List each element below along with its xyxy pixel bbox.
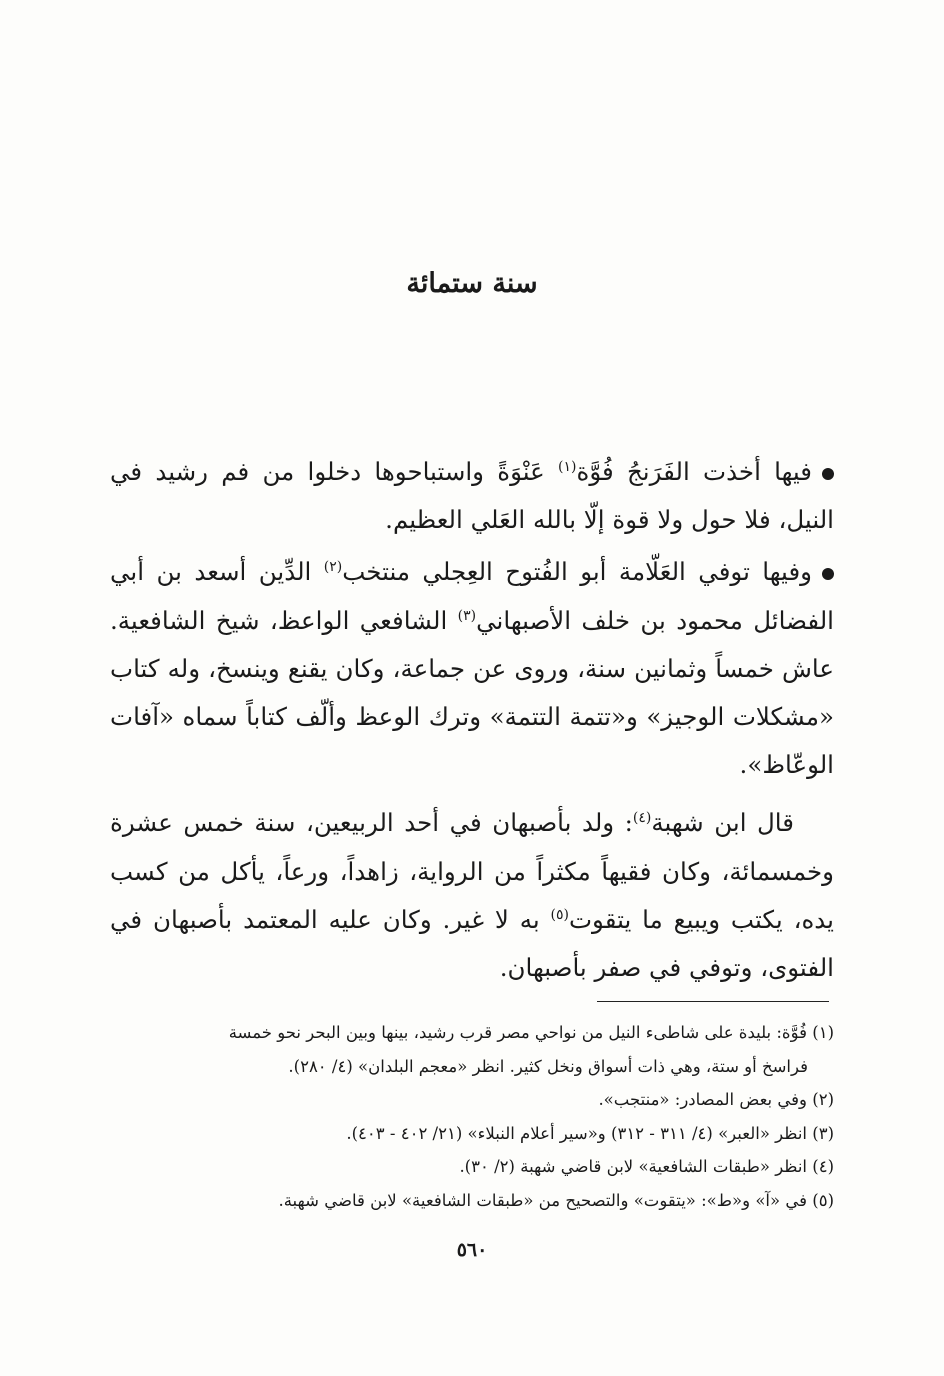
footnote-reference: (٣) bbox=[457, 607, 477, 624]
footnote-number: (٤) bbox=[812, 1157, 834, 1176]
footnote-text: انظر «طبقات الشافعية» لابن قاضي شهبة (٢/ ٣٠). bbox=[459, 1157, 813, 1176]
footnote-number: (٣) bbox=[812, 1123, 834, 1143]
paragraph-text: به لا غير. وكان عليه المعتمد بأصبهان في الفتوى، وتوفي في صفر بأصبهان. bbox=[110, 904, 834, 983]
paragraph-text: عَنْوَةً واستباحوها دخلوا من فم رشيد في النيل، فلا حول ولا قوة إلّا بالله العَلي العظيم. bbox=[110, 457, 834, 535]
paragraph-1 bbox=[110, 448, 834, 544]
footnote-text: فراسخ أو ستة، وهي ذات أسواق ونخل كثير. انظر «معجم البلدان» (٤/ ٢٨٠). bbox=[288, 1056, 808, 1076]
paragraph-text: الدِّين أسعد بن أبي الفضائل محمود بن خلف الأصبهاني bbox=[110, 557, 834, 635]
footnote-3 bbox=[118, 1117, 834, 1151]
paragraph-text: الشافعي الواعظ، شيخ الشافعية. عاش خمساً وثمانين سنة، وروى عن جماعة، وكان يقنع وينسخ، وله كتاب «مشكلات الوجيز» و«تتمة التتمة» وترك الوعظ وألّف كتاباً سماه «آفات الوعّاظ». bbox=[110, 605, 834, 780]
footnote-text: فُوَّة: بليدة على شاطىء النيل من نواحي مصر قرب رشيد، بينها وبين البحر نحو خمسة bbox=[228, 1023, 813, 1042]
footnote-text: في «آ» و«ط»: «يتقوت» والتصحيح من «طبقات الشافعية» لابن قاضي شهبة. bbox=[278, 1190, 813, 1210]
page-number: ٥٦٠ bbox=[456, 1239, 488, 1261]
paragraph-text: قال ابن شهبة bbox=[651, 808, 794, 838]
footnote-number: (٢) bbox=[812, 1090, 834, 1109]
footnote-text: وفي بعض المصادر: «منتجب». bbox=[598, 1090, 813, 1109]
footnote-reference: (٤) bbox=[632, 810, 652, 827]
footnotes bbox=[118, 1016, 834, 1217]
footnote-2 bbox=[118, 1083, 834, 1117]
paragraph-3 bbox=[110, 799, 834, 992]
footnote-reference: (٥) bbox=[550, 906, 569, 923]
footnote-reference: (١) bbox=[558, 458, 577, 475]
footnote-number: (٥) bbox=[812, 1190, 834, 1210]
footnote-5 bbox=[118, 1184, 834, 1218]
chapter-title: سنة ستمائة bbox=[406, 268, 538, 299]
footnote-1 bbox=[118, 1016, 834, 1083]
footnote-reference: (٢) bbox=[323, 559, 343, 576]
paragraph-text: فيها أخذت الفَرَنجُ فُوَّة bbox=[576, 457, 812, 486]
footnote-divider bbox=[597, 1001, 829, 1002]
main-text bbox=[110, 448, 834, 992]
footnote-number: (١) bbox=[812, 1023, 834, 1042]
paragraph-text: وفيها توفي العَلّامة أبو الفُتوح العِجلي منتخب bbox=[342, 557, 812, 587]
paragraph-2 bbox=[110, 548, 834, 789]
bullet-icon bbox=[822, 568, 834, 580]
paragraph-text: : ولد بأصبهان في أحد الربيعين، سنة خمس عشرة وخمسمائة، وكان فقيهاً مكثراً من الرواية، زاهداً، ورعاً، يأكل من كسب يده، يكتب ويبيع ما يتقوت bbox=[110, 808, 834, 934]
footnote-4 bbox=[118, 1150, 834, 1184]
footnote-text: انظر «العبر» (٤/ ٣١١ - ٣١٢) و«سير أعلام النبلاء» (٢١/ ٤٠٢ - ٤٠٣). bbox=[346, 1123, 813, 1143]
bullet-icon bbox=[822, 468, 834, 480]
